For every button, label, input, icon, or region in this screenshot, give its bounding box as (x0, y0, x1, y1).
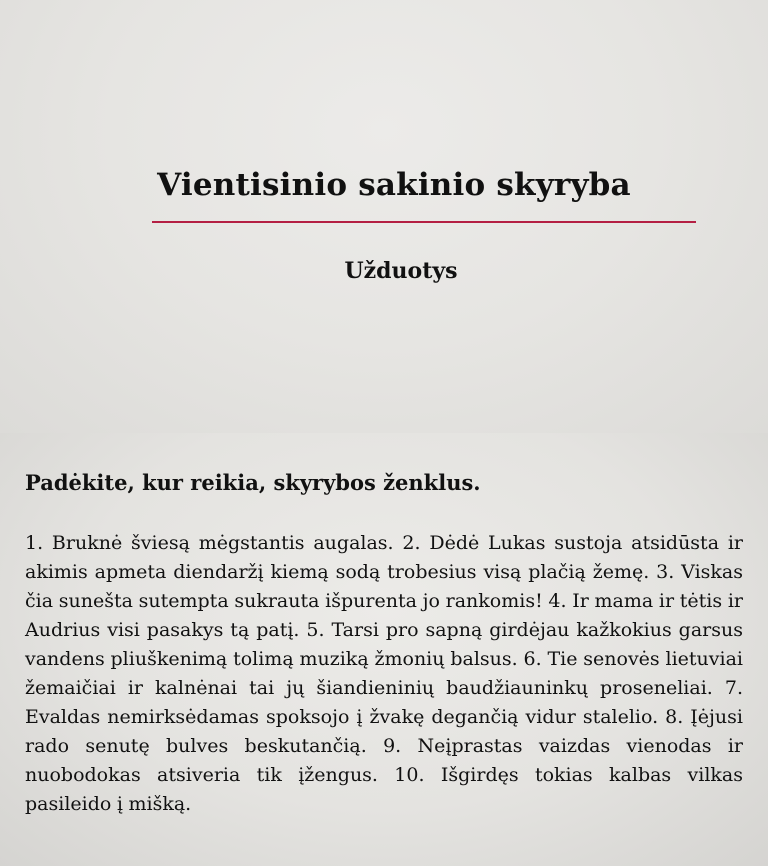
slide-title: Vientisinio sakinio skyryba (157, 167, 631, 203)
slide-subtitle: Užduotys (344, 258, 458, 284)
title-divider (152, 221, 696, 223)
exercise-slide (0, 433, 768, 866)
exercise-text: 1. Bruknė šviesą mėgstantis augalas. 2. Dėdė Lukas sustoja atsidūsta ir akimis apmeta diendaržį kiemą sodą trobesius visą plačią žemę. 3. Viskas čia sunešta sutempta sukrauta išpurenta jo rankomis! 4. Ir mama ir tėtis ir Audrius visi pasakys tą patį. 5. Tarsi pro sapną girdėjau kažkokius garsus vandens pliuškenimą tolimą muziką žmonių balsus. 6. Tie senovės lietuviai žemaičiai ir kalnėnai tai jų šiandieninių baudžiauninkų proseneliai. 7. Evaldas nemirksėdamas spoksojo į žvakę degančią vidur stalelio. 8. Įėjusi rado senutę bulves beskutančią. 9. Neįprastas vaizdas vienodas ir nuobodokas atsiveria tik įžengus. 10. Išgirdęs tokias kalbas vilkas pasileido į mišką. (25, 532, 743, 815)
exercise-heading: Padėkite, kur reikia, skyrybos ženklus. (25, 470, 481, 495)
